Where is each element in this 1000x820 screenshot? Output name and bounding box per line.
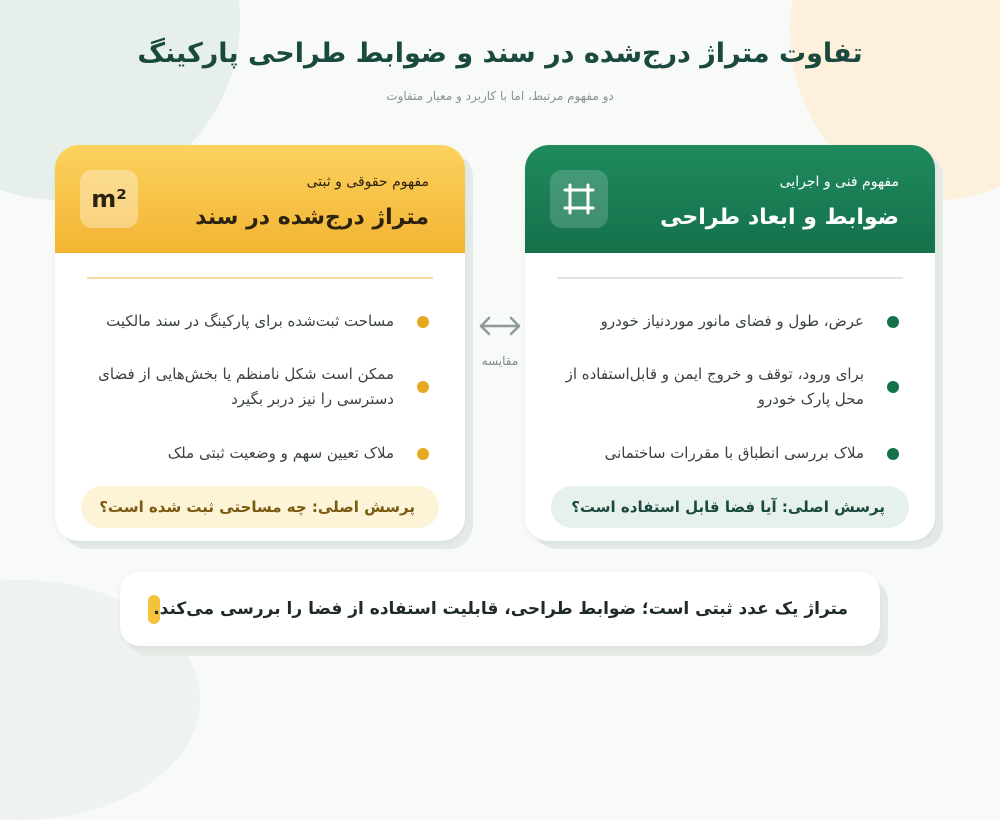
summary-text: متراژ یک عدد ثبتی است؛ ضوابط طراحی، قابلیت استفاده از فضا را بررسی می‌کند. — [153, 599, 848, 619]
bullet-dot-icon — [887, 316, 899, 328]
deed-area-card — [55, 145, 465, 541]
list-item-text: عرض، طول و فضای مانور موردنیاز خودرو — [600, 312, 864, 330]
bullet-dot-icon — [417, 381, 429, 393]
list-item-text: برای ورود، توقف و خروج ایمن و قابل‌استفاده از محل پارک خودرو — [565, 365, 864, 408]
card-heading: ضوابط و ابعاد طراحی — [660, 205, 899, 230]
list-item-text: ممکن است شکل نامنظم یا بخش‌هایی از فضای دسترسی را نیز دربر بگیرد — [98, 365, 394, 408]
list-item-text: ملاک تعیین سهم و وضعیت ثبتی ملک — [167, 444, 394, 462]
list-item — [554, 362, 899, 412]
bullet-dot-icon — [417, 448, 429, 460]
bullet-dot-icon — [887, 448, 899, 460]
card-kicker: مفهوم حقوقی و ثبتی — [306, 174, 429, 190]
divider — [557, 277, 903, 279]
list-item-text: مساحت ثبت‌شده برای پارکینگ در سند مالکیت — [106, 312, 394, 330]
bullet-dot-icon — [417, 316, 429, 328]
list-item — [84, 309, 429, 334]
card-heading: متراژ درج‌شده در سند — [195, 205, 429, 230]
card-header — [525, 145, 935, 253]
list-item — [84, 362, 429, 412]
list-item — [554, 441, 899, 466]
bullet-dot-icon — [887, 381, 899, 393]
frame-dimensions-icon — [550, 170, 608, 228]
page-title: تفاوت متراژ درج‌شده در سند و ضوابط طراحی پارکینگ — [137, 38, 863, 69]
page-subtitle: دو مفهوم مرتبط، اما با کاربرد و معیار متفاوت — [386, 89, 614, 103]
design-standards-card — [525, 145, 935, 541]
key-question: پرسش اصلی: آیا فضا قابل استفاده است؟ — [551, 486, 909, 528]
key-question: پرسش اصلی: چه مساحتی ثبت شده است؟ — [81, 486, 439, 528]
card-kicker: مفهوم فنی و اجرایی — [779, 174, 899, 190]
divider — [87, 277, 433, 279]
compare-label: مقایسه — [481, 354, 519, 368]
card-header — [55, 145, 465, 253]
double-arrow-icon — [477, 312, 523, 340]
list-item-text: ملاک بررسی انطباق با مقررات ساختمانی — [604, 444, 864, 462]
list-item — [554, 309, 899, 334]
square-meter-icon: m² — [80, 170, 138, 228]
list-item — [84, 441, 429, 466]
summary-banner — [120, 572, 880, 646]
